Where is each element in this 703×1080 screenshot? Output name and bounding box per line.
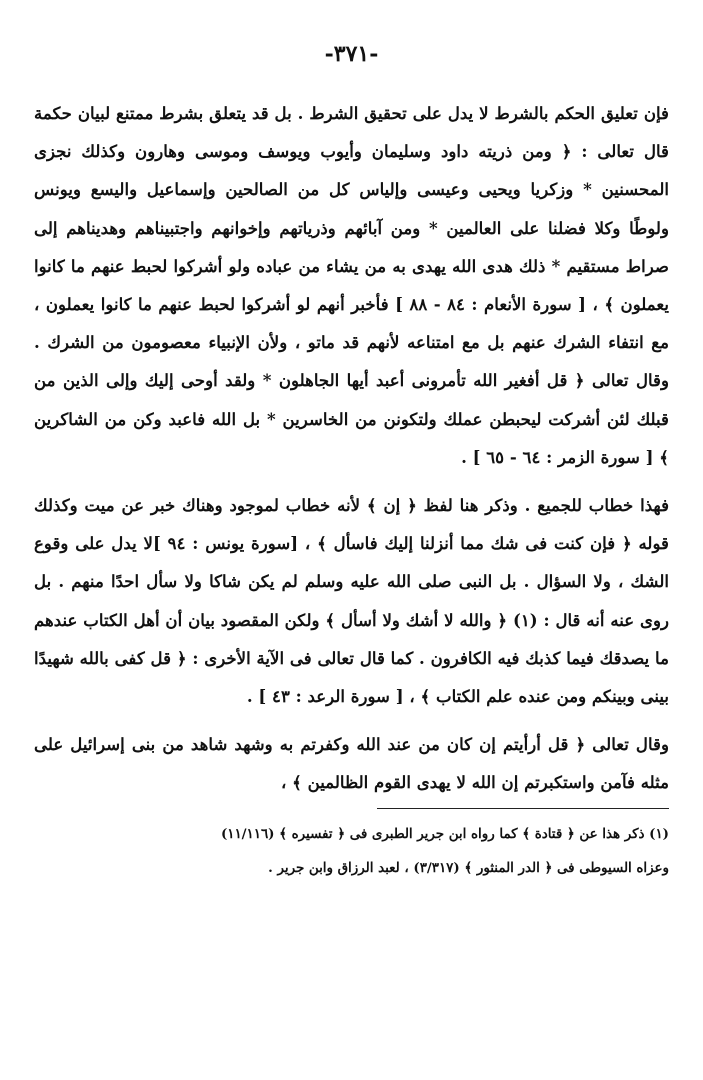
footnote-line-2: وعزاه السيوطى فى ﴿ الدر المنثور ﴾ (٣/٣١٧) ، لعبد الرزاق وابن جرير . — [268, 859, 669, 876]
paragraph-1: فإن تعليق الحكم بالشرط لا يدل على تحقيق الشرط . بل قد يتعلق بشرط ممتنع لبيان حكمة قال تعالى : ﴿ ومن ذريته داود وسليمان وأيوب ويوسف وموسى وهارون وكذلك نجزى المحسنين * وزكريا ويحيى وعيسى وإلياس كل من الصالحين وإسماعيل واليسع ويونس ولوطًا وكلا فضلنا على العالمين * ومن آبائهم وذرياتهم وإخوانهم واجتبيناهم وهديناهم إلى صراط مستقيم * ذلك هدى الله يهدى به من يشاء من عباده ولو أشركوا لحبط عنهم ما كانوا يعملون ﴾ ، [ سورة الأنعام : ٨٤ - ٨٨ ] فأخبر أنهم لو أشركوا لحبط عنهم ما كانوا يعملون ، مع انتفاء الشرك عنهم بل مع امتناعه لأنهم قد ماتو ، ولأن الإنبياء معصومون من الشرك . وقال تعالى ﴿ قل أفغير الله تأمرونى أعبد أيها الجاهلون * ولقد أوحى إليك وإلى الذين من قبلك لئن أشركت ليحبطن عملك ولتكونن من الخاسرين * بل الله فاعبد وكن من الشاكرين ﴾ [ سورة الزمر : ٦٤ - ٦٥ ] . — [34, 103, 669, 467]
paragraph-3: وقال تعالى ﴿ قل أرأيتم إن كان من عند الله وكفرتم به وشهد شاهد من بنى إسرائيل على مثله فآمن واستكبرتم إن الله لا يهدى القوم الظالمين ﴾ ، — [34, 734, 669, 793]
paragraph-2: فهذا خطاب للجميع . وذكر هنا لفظ ﴿ إن ﴾ لأنه خطاب لموجود وهناك خبر عن ميت وكذلك قوله ﴿ فإن كنت فى شك مما أنزلنا إليك فاسأل ﴾ ، [سورة يونس : ٩٤ ]لا يدل على وقوع الشك ، ولا السؤال . بل النبى صلى الله عليه وسلم لم يكن شاكا ولا سأل احدًا منهم . بل روى عنه أنه قال : (١) ﴿ والله لا أشك ولا أسأل ﴾ ولكن المقصود بيان أن أهل الكتاب عندهم ما يصدقك فيما كذبك فيه الكافرون . كما قال تعالى فى الآية الأخرى : ﴿ قل كفى بالله شهيدًا بينى وبينكم ومن عنده علم الكتاب ﴾ ، [ سورة الرعد : ٤٣ ] . — [34, 495, 669, 707]
book-page — [34, 34, 669, 1050]
footnote-divider — [377, 808, 669, 809]
main-text — [34, 94, 669, 802]
footnote-line-1: (١) ذكر هذا عن ﴿ قتادة ﴾ كما رواه ابن جرير الطبرى فى ﴿ تفسيره ﴾ (١١/١١٦) — [220, 825, 669, 842]
footnotes — [34, 817, 669, 885]
page-number: -٣٧١- — [324, 41, 379, 67]
